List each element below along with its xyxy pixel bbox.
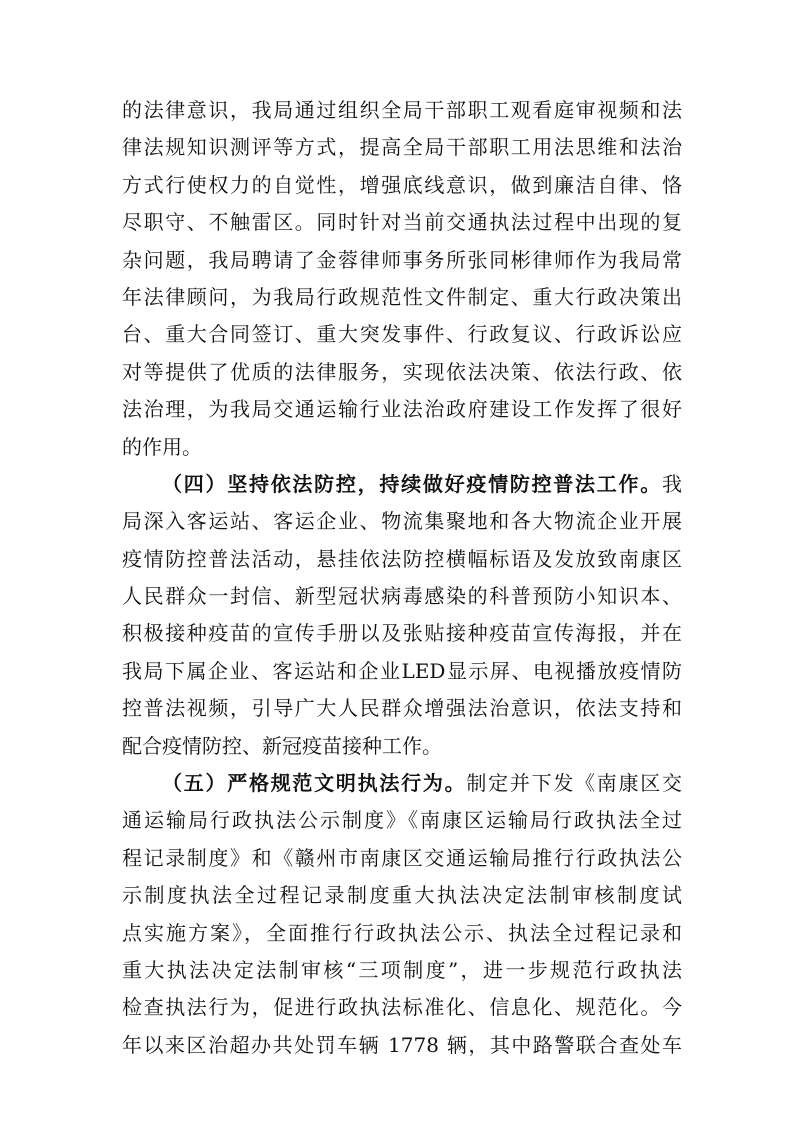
body-text: 法治理，为我局交通运输行业法治政府建设工作发挥了很好 — [122, 397, 682, 422]
section-heading: （五）严格规范文明执法行为。 — [162, 771, 467, 796]
text-line — [122, 802, 682, 839]
body-text: 台、重大合同签订、重大突发事件、行政复议、行政诉讼应 — [122, 322, 682, 347]
text-line — [122, 578, 682, 615]
text-line — [122, 1027, 682, 1064]
paragraph-heading-line — [122, 765, 682, 802]
text-line — [122, 840, 682, 877]
section-heading: （四）坚持依法防控，持续做好疫情防控普法工作。 — [162, 471, 662, 496]
text-line — [122, 92, 682, 129]
document-body — [122, 92, 682, 1064]
body-text: 律法规知识测评等方式，提高全局干部职工用法思维和法治 — [122, 135, 682, 160]
text-line — [122, 503, 682, 540]
text-line — [122, 653, 682, 690]
body-text: 我局下属企业、客运站和企业LED显示屏、电视播放疫情防 — [122, 658, 682, 683]
text-line — [122, 316, 682, 353]
text-line — [122, 728, 682, 765]
body-text: 我 — [662, 471, 682, 496]
body-text: 局深入客运站、客运企业、物流集聚地和各大物流企业开展 — [122, 509, 682, 534]
body-text: 点实施方案》，全面推行行政执法公示、执法全过程记录和 — [122, 920, 682, 945]
text-line — [122, 541, 682, 578]
text-line — [122, 690, 682, 727]
text-line — [122, 989, 682, 1026]
text-line — [122, 204, 682, 241]
text-line — [122, 242, 682, 279]
paragraph-heading-line — [122, 466, 682, 503]
text-line — [122, 129, 682, 166]
body-text: 尽职守、不触雷区。同时针对当前交通执法过程中出现的复 — [122, 210, 682, 235]
body-text: 年法律顾问，为我局行政规范性文件制定、重大行政决策出 — [122, 284, 682, 309]
body-text: 方式行使权力的自觉性，增强底线意识，做到廉洁自律、恪 — [122, 172, 682, 197]
body-text: 配合疫情防控、新冠疫苗接种工作。 — [122, 733, 442, 758]
body-text: 人民群众一封信、新型冠状病毒感染的科普预防小知识本、 — [122, 584, 682, 609]
body-text: 示制度执法全过程记录制度重大执法决定法制审核制度试 — [122, 883, 682, 908]
text-line — [122, 391, 682, 428]
text-line — [122, 279, 682, 316]
body-text: 积极接种疫苗的宣传手册以及张贴接种疫苗宣传海报，并在 — [122, 621, 682, 646]
body-text: 制定并下发《南康区交 — [466, 771, 682, 796]
body-text: 程记录制度》和《赣州市南康区交通运输局推行行政执法公 — [122, 845, 682, 870]
body-text: 年以来区治超办共处罚车辆 1778 辆，其中路警联合查处车 — [122, 1032, 682, 1057]
body-text: 检查执法行为，促进行政执法标准化、信息化、规范化。今 — [122, 995, 682, 1020]
body-text: 疫情防控普法活动，悬挂依法防控横幅标语及发放致南康区 — [122, 546, 682, 571]
body-text: 杂问题，我局聘请了金蓉律师事务所张同彬律师作为我局常 — [122, 247, 682, 272]
body-text: 重大执法决定法制审核“三项制度”，进一步规范行政执法 — [122, 957, 682, 982]
text-line — [122, 167, 682, 204]
text-line — [122, 877, 682, 914]
text-line — [122, 429, 682, 466]
text-line — [122, 915, 682, 952]
body-text: 对等提供了优质的法律服务，实现依法决策、依法行政、依 — [122, 359, 682, 384]
text-line — [122, 354, 682, 391]
text-line — [122, 615, 682, 652]
body-text: 控普法视频，引导广大人民群众增强法治意识，依法支持和 — [122, 696, 682, 721]
body-text: 的作用。 — [122, 434, 202, 459]
text-line — [122, 952, 682, 989]
body-text: 通运输局行政执法公示制度》《南康区运输局行政执法全过 — [122, 808, 682, 833]
body-text: 的法律意识，我局通过组织全局干部职工观看庭审视频和法 — [122, 98, 682, 122]
